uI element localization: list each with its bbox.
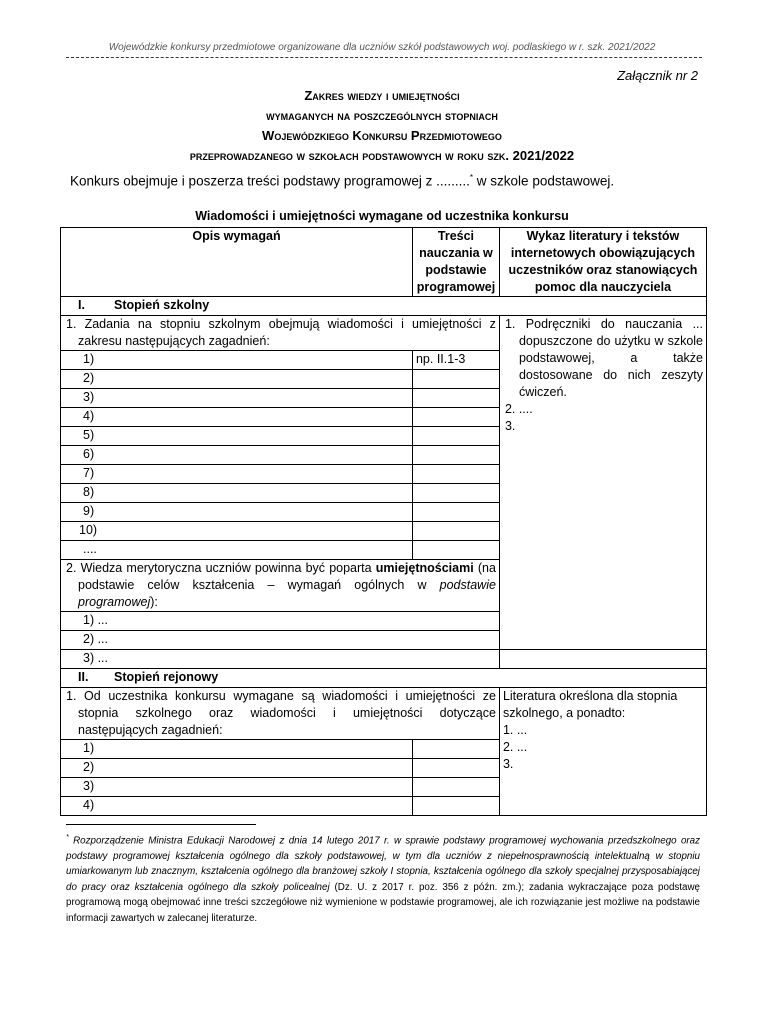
row-content[interactable] (412, 484, 499, 503)
s1-literature-tail (499, 650, 706, 669)
s1-item1-row (61, 316, 707, 351)
row-content[interactable] (412, 740, 499, 759)
s2-lit-1: 1. ... (502, 723, 528, 737)
running-head: Wojewódzkie konkursy przedmiotowe organizowane dla uczniów szkół podstawowych woj. podlaskiego w r. szk. 2021/2022 (108, 42, 656, 53)
s2-item1-text: 1. Od uczestnika konkursu wymagane są wiadomości i umiejętności ze stopnia szkolnego oraz wiadomości i umiejętności dotyczące następujących zagadnień: (66, 689, 496, 737)
row-label: 9) (61, 503, 413, 522)
section-szkolny (61, 297, 707, 316)
title-line-4 (62, 146, 702, 166)
title-line-3: Wojewódzkiego Konkursu Przedmiotowego (262, 128, 502, 143)
requirements-table (60, 227, 707, 816)
section-number: II. (78, 670, 89, 684)
row-label: 3) ... (61, 650, 500, 669)
s1-literature-cell (499, 316, 706, 650)
section-row-rejonowy (61, 669, 707, 688)
footnote (66, 830, 700, 926)
intro-text-after: w szkole podstawowej. (473, 173, 615, 189)
s2-lit-3: 3. (502, 757, 514, 771)
s2-item1-row (61, 688, 707, 740)
s2-literature-cell (499, 688, 706, 816)
row-content[interactable] (412, 370, 499, 389)
s1-item2-part-a: 2. Wiedza merytoryczna uczniów powinna być poparta (66, 561, 376, 575)
row-label: 8) (61, 484, 413, 503)
row-content[interactable] (412, 522, 499, 541)
row-label: .... (61, 541, 413, 560)
row-label: 3) (61, 389, 413, 408)
row-label: 4) (61, 408, 413, 427)
s1-item2-bold: umiejętnościami (375, 561, 474, 575)
row-label: 1) (61, 740, 413, 759)
title-line-1: Zakres wiedzy i umiejętności (304, 88, 460, 103)
row-label: 5) (61, 427, 413, 446)
school-year: 2021/2022 (512, 148, 575, 163)
section-number: I. (78, 298, 85, 312)
row-content[interactable]: np. II.1-3 (412, 351, 499, 370)
row-label: 2) (61, 759, 413, 778)
section-rejonowy (61, 669, 707, 688)
s1-item2 (61, 560, 500, 612)
row-label: 6) (61, 446, 413, 465)
s2-item1 (61, 688, 500, 740)
intro-paragraph (70, 173, 614, 189)
section-label: Stopień szkolny (114, 298, 210, 312)
header-literatura: Wykaz literatury i tekstów internetowych obowiązujących uczestników oraz stanowiących pomoc dla nauczyciela (499, 228, 706, 297)
table-row (61, 650, 707, 669)
row-content[interactable] (412, 389, 499, 408)
row-content[interactable] (412, 446, 499, 465)
s1-lit-1: 1. Podręczniki do nauczania ... dopuszczone do użytku w szkole podstawowej, a także dostosowane do nich zeszyty ćwiczeń. (504, 317, 703, 399)
row-label: 2) ... (61, 631, 500, 650)
footnote-upright: (Dz. U. z 2017 r. poz. 356 z późn. zm.); zadania wykraczające poza podstawę programową mogą obejmować inne treści szczegółowe niż wymienione w podstawie programowej, ale ich rozwiązanie jest możliwe na podstawie informacji zawartych w zalecanej literaturze. (66, 881, 700, 924)
s1-lit-2: 2. .... (504, 402, 533, 416)
section-row-szkolny (61, 297, 707, 316)
row-content[interactable] (412, 797, 499, 816)
s2-lit-intro: Literatura określona dla stopnia szkolnego, a ponadto: (502, 689, 678, 720)
s1-item2-italic: podstawie programowej (78, 578, 496, 609)
row-content[interactable] (412, 465, 499, 484)
document-title (62, 86, 702, 166)
table-header-row (61, 228, 707, 297)
row-label: 3) (61, 778, 413, 797)
title-line-4-text: przeprowadzanego w szkołach podstawowych w roku szk. (189, 148, 510, 163)
header-tresci: Treści nauczania w podstawie programowej (412, 228, 499, 297)
header-opis: Opis wymagań (61, 228, 413, 297)
row-label: 1) ... (61, 612, 500, 631)
row-label: 1) (61, 351, 413, 370)
footnote-italic: Rozporządzenie Ministra Edukacji Narodowej z dnia 14 lutego 2017 r. w sprawie podstawy programowej wychowania przedszkolnego oraz podstawy programowej kształcenia ogólnego dla szkoły podstawowej, w tym dla uczniów z niepełnosprawnością intelektualną w stopniu umiarkowanym lub znacznym, kształcenia ogólnego dla branżowej szkoły I stopnia, kształcenia ogólnego dla szkoły specjalnej przysposabiającej do pracy oraz kształcenia ogólnego dla szkoły policealnej (66, 835, 700, 893)
row-content[interactable] (412, 759, 499, 778)
table-caption: Wiadomości i umiejętności wymagane od uczestnika konkursu (195, 209, 569, 223)
intro-text-before: Konkurs obejmuje i poszerza treści podstawy programowej z ......... (70, 173, 470, 189)
footnote-mark: * (66, 834, 69, 841)
row-content[interactable] (412, 778, 499, 797)
row-content[interactable] (412, 408, 499, 427)
footnote-divider (66, 824, 256, 825)
row-label: 4) (61, 797, 413, 816)
footnote-ref[interactable]: * (469, 173, 474, 182)
row-label: 10) (61, 522, 413, 541)
s1-item2-part-b: (na podstawie celów kształcenia – wymagań ogólnych w (78, 561, 496, 592)
s1-item1-text: 1. Zadania na stopniu szkolnym obejmują wiadomości i umiejętności z zakresu następujących zagadnień: (66, 317, 496, 348)
s1-lit-3: 3. (504, 419, 516, 433)
section-label: Stopień rejonowy (114, 670, 219, 684)
row-content[interactable] (412, 541, 499, 560)
row-label: 2) (61, 370, 413, 389)
row-content[interactable] (412, 427, 499, 446)
row-label: 7) (61, 465, 413, 484)
attachment-label: Załącznik nr 2 (617, 68, 698, 83)
s1-item2-part-c: ): (150, 595, 158, 609)
s1-item2-text (64, 560, 496, 611)
s2-lit-2: 2. ... (502, 740, 528, 754)
header-divider (66, 57, 702, 58)
s1-item1 (61, 316, 500, 351)
title-line-2: wymaganych na poszczególnych stopniach (266, 108, 498, 123)
row-content[interactable] (412, 503, 499, 522)
